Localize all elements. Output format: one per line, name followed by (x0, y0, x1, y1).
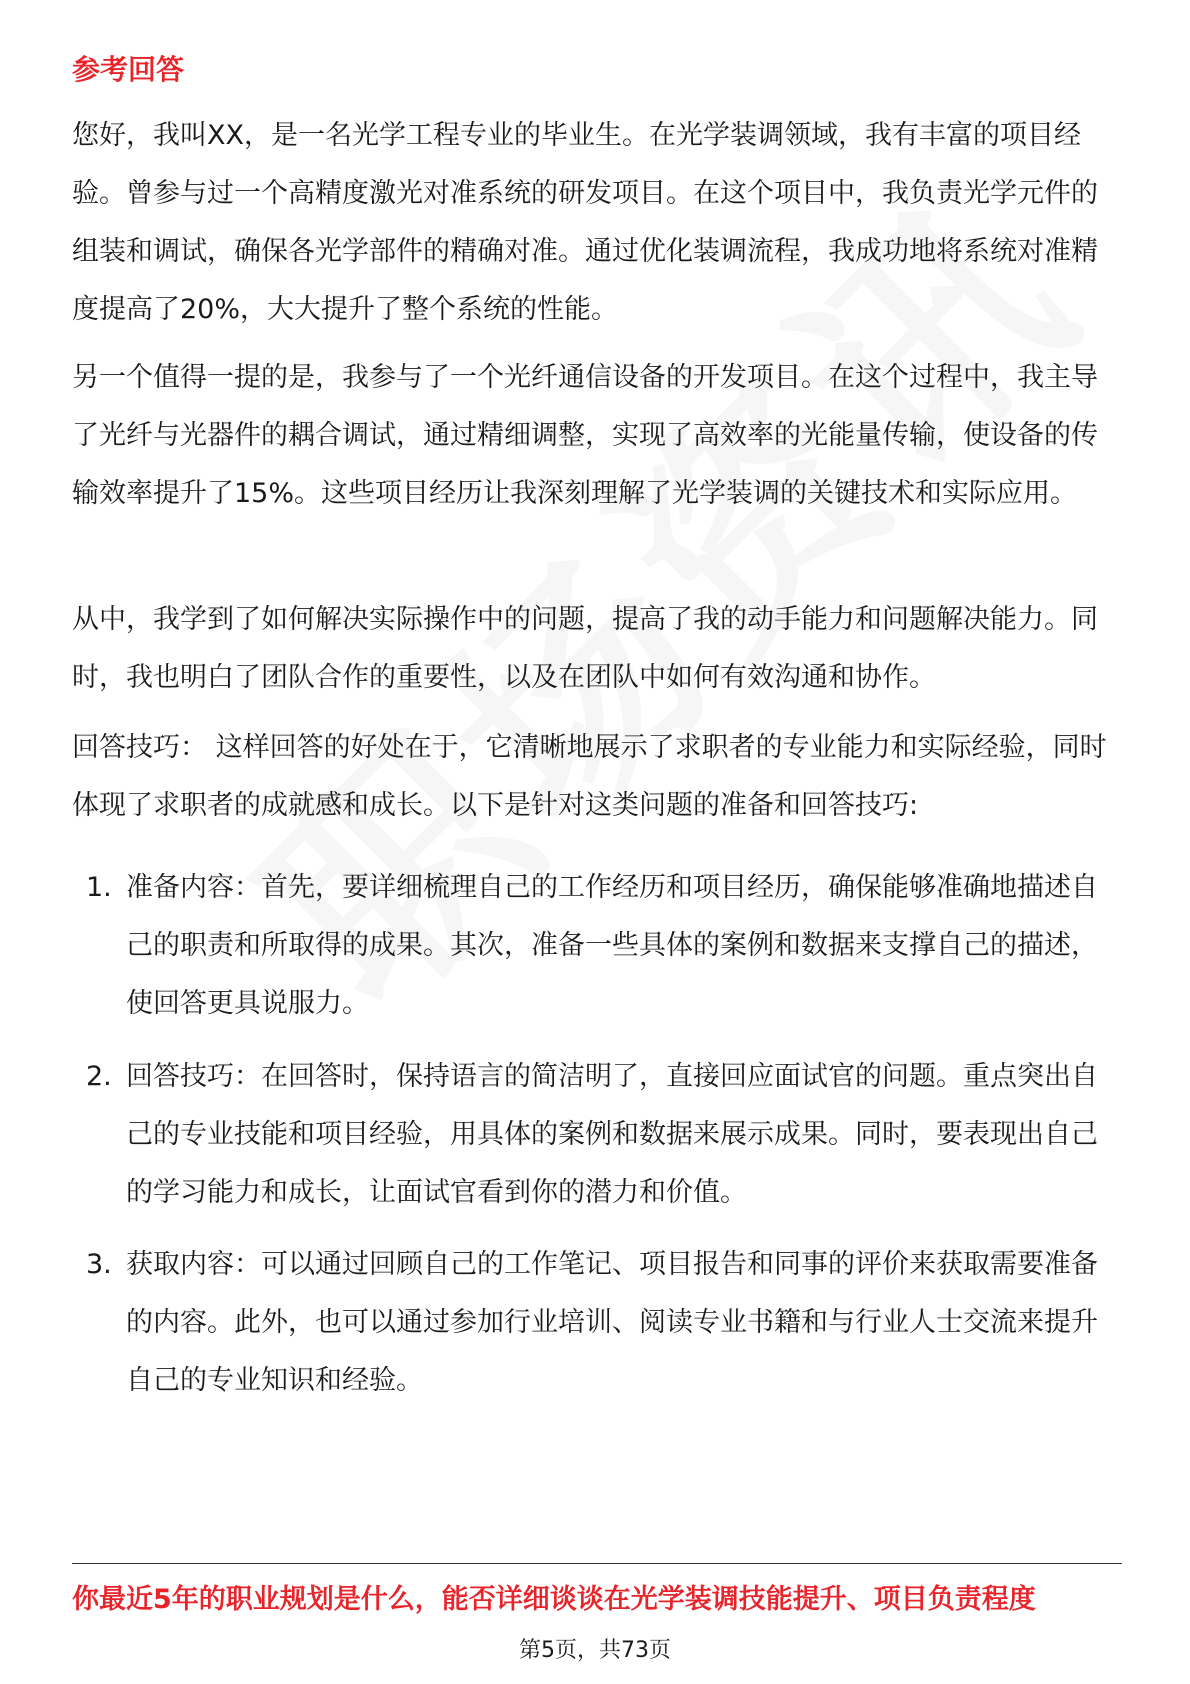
page-footer: 第5页，共73页 (519, 1638, 671, 1663)
section-heading: 参考回答 (72, 53, 185, 86)
next-question-heading: 你最近5年的职业规划是什么，能否详细谈谈在光学装调技能提升、项目负责程度 (72, 1584, 1036, 1615)
list-number: 2. (86, 1061, 112, 1092)
answer-paragraph-2: 另一个值得一提的是，我参与了一个光纤通信设备的开发项目。在这个过程中，我主导了光纤与光器件的耦合调试，通过精细调整，实现了高效率的光能量传输，使设备的传输效率提升了15%。这些项目经历让我深刻理解了光学装调的关键技术和实际应用。 (72, 362, 1098, 509)
list-item-text: 准备内容：首先，要详细梳理自己的工作经历和项目经历，确保能够准确地描述自己的职责和所取得的成果。其次，准备一些具体的案例和数据来支撑自己的描述，使回答更具说服力。 (126, 872, 1098, 1019)
list-number: 3. (86, 1249, 112, 1280)
list-item-3 (86, 1236, 1122, 1410)
divider (72, 1563, 1122, 1564)
tips-paragraph: 回答技巧： 这样回答的好处在于，它清晰地展示了求职者的专业能力和实际经验，同时体现了求职者的成就感和成长。以下是针对这类问题的准备和回答技巧: (72, 732, 1107, 821)
answer-paragraph-1: 您好，我叫XX，是一名光学工程专业的毕业生。在光学装调领域，我有丰富的项目经验。曾参与过一个高精度激光对准系统的研发项目。在这个项目中，我负责光学元件的组装和调试，确保各光学部件的精确对准。通过优化装调流程，我成功地将系统对准精度提高了20%，大大提升了整个系统的性能。 (72, 120, 1098, 325)
answer-paragraph-3: 从中，我学到了如何解决实际操作中的问题，提高了我的动手能力和问题解决能力。同时，我也明白了团队合作的重要性，以及在团队中如何有效沟通和协作。 (72, 604, 1098, 693)
list-number: 1. (86, 872, 112, 903)
list-item-text: 获取内容：可以通过回顾自己的工作笔记、项目报告和同事的评价来获取需要准备的内容。此外，也可以通过参加行业培训、阅读专业书籍和与行业人士交流来提升自己的专业知识和经验。 (126, 1249, 1098, 1396)
list-item-1 (86, 859, 1122, 1033)
list-item-2 (86, 1048, 1122, 1222)
list-item-text: 回答技巧：在回答时，保持语言的简洁明了，直接回应面试官的问题。重点突出自己的专业技能和项目经验，用具体的案例和数据来展示成果。同时，要表现出自己的学习能力和成长，让面试官看到你的潜力和价值。 (126, 1061, 1098, 1208)
